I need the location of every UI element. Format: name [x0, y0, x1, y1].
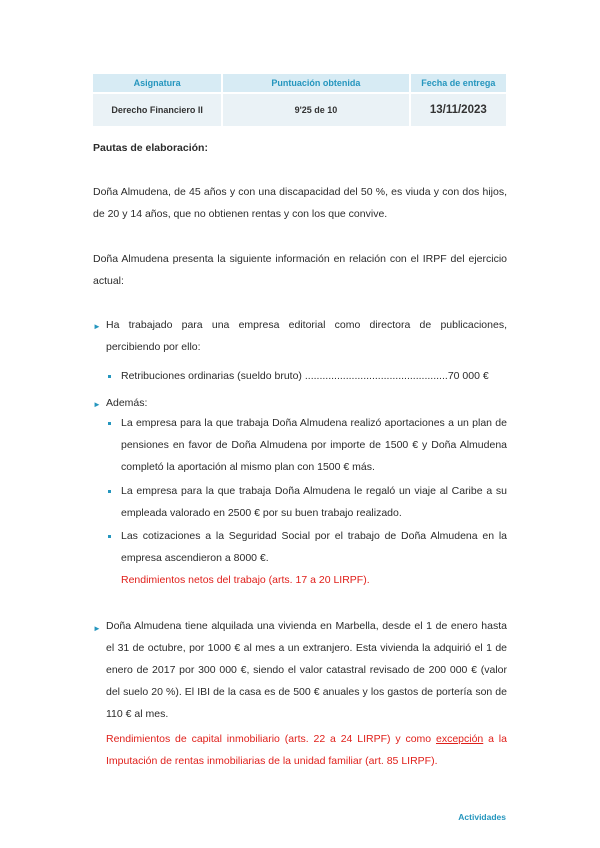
salary-dots: .................................................: [304, 370, 448, 382]
summary-header-row: [93, 74, 506, 92]
bullet-1-sub-1: [121, 368, 507, 384]
bullet-2-sub-2: La empresa para la que trabaja Doña Almudena le regaló un viaje al Caribe a su empleada valorado en 2500 € por su buen trabajo realizado.: [121, 485, 507, 519]
salary-label: Retribuciones ordinarias (sueldo bruto): [121, 370, 302, 382]
real-estate-note: [106, 728, 507, 772]
header-score: Puntuación obtenida: [221, 74, 408, 92]
square-bullet-icon: [108, 490, 111, 493]
square-bullet-icon: [108, 422, 111, 425]
value-date: 13/11/2023: [409, 92, 506, 126]
intro-paragraph-2: Doña Almudena presenta la siguiente información en relación con el IRPF del ejercicio actual:: [93, 253, 507, 287]
triangle-bullet-icon: ►: [93, 624, 101, 633]
note-part-2: a la Imputación de rentas inmobiliarias de la unidad familiar (art. 85 LIRPF).: [106, 733, 507, 767]
salary-amount: 70 000 €: [447, 370, 489, 382]
triangle-bullet-icon: ►: [93, 400, 101, 409]
bullet-3-text: Doña Almudena tiene alquilada una vivienda en Marbella, desde el 1 de enero hasta el 31 de octubre, por 1000 € al mes a un extranjero. Esta vivienda la adquirió el 1 de enero de 2017 por 300 000 €, siendo el valor catastral revisado de 200 000 € (valor del suelo 20 %). El IBI de la casa es de 500 € anuales y los gastos de portería son de 110 € al mes.: [106, 620, 507, 720]
footer-label: Actividades: [458, 812, 506, 822]
value-score: 9'25 de 10: [221, 92, 408, 126]
note-underlined: excepción: [435, 733, 484, 745]
summary-value-row: [93, 92, 506, 126]
bullet-2-sub-1: La empresa para la que trabaja Doña Almudena realizó aportaciones a un plan de pensiones en favor de Doña Almudena por importe de 1500 € y Doña Almudena completó la aportación al mismo plan con 1500 € más.: [121, 417, 507, 473]
guidelines-heading: Pautas de elaboración:: [93, 142, 208, 154]
header-subject: Asignatura: [93, 74, 221, 92]
note-part-1: Rendimientos de capital inmobiliario (arts. 22 a 24 LIRPF) y como: [106, 733, 436, 745]
square-bullet-icon: [108, 535, 111, 538]
header-date: Fecha de entrega: [409, 74, 506, 92]
work-income-note: Rendimientos netos del trabajo (arts. 17 a 20 LIRPF).: [121, 574, 370, 586]
value-subject: Derecho Financiero II: [93, 92, 221, 126]
square-bullet-icon: [108, 375, 111, 378]
intro-paragraph-1: Doña Almudena, de 45 años y con una discapacidad del 50 %, es viuda y con dos hijos, de 20 y 14 años, que no obtienen rentas y con los que convive.: [93, 186, 507, 220]
triangle-bullet-icon: ►: [93, 322, 101, 331]
bullet-2-text: Además:: [106, 397, 148, 409]
bullet-1-text: Ha trabajado para una empresa editorial como directora de publicaciones, percibiendo por ello:: [106, 319, 507, 353]
bullet-2-sub-3: Las cotizaciones a la Seguridad Social por el trabajo de Doña Almudena en la empresa ascendieron a 8000 €.: [121, 530, 507, 564]
summary-table: [93, 74, 506, 126]
